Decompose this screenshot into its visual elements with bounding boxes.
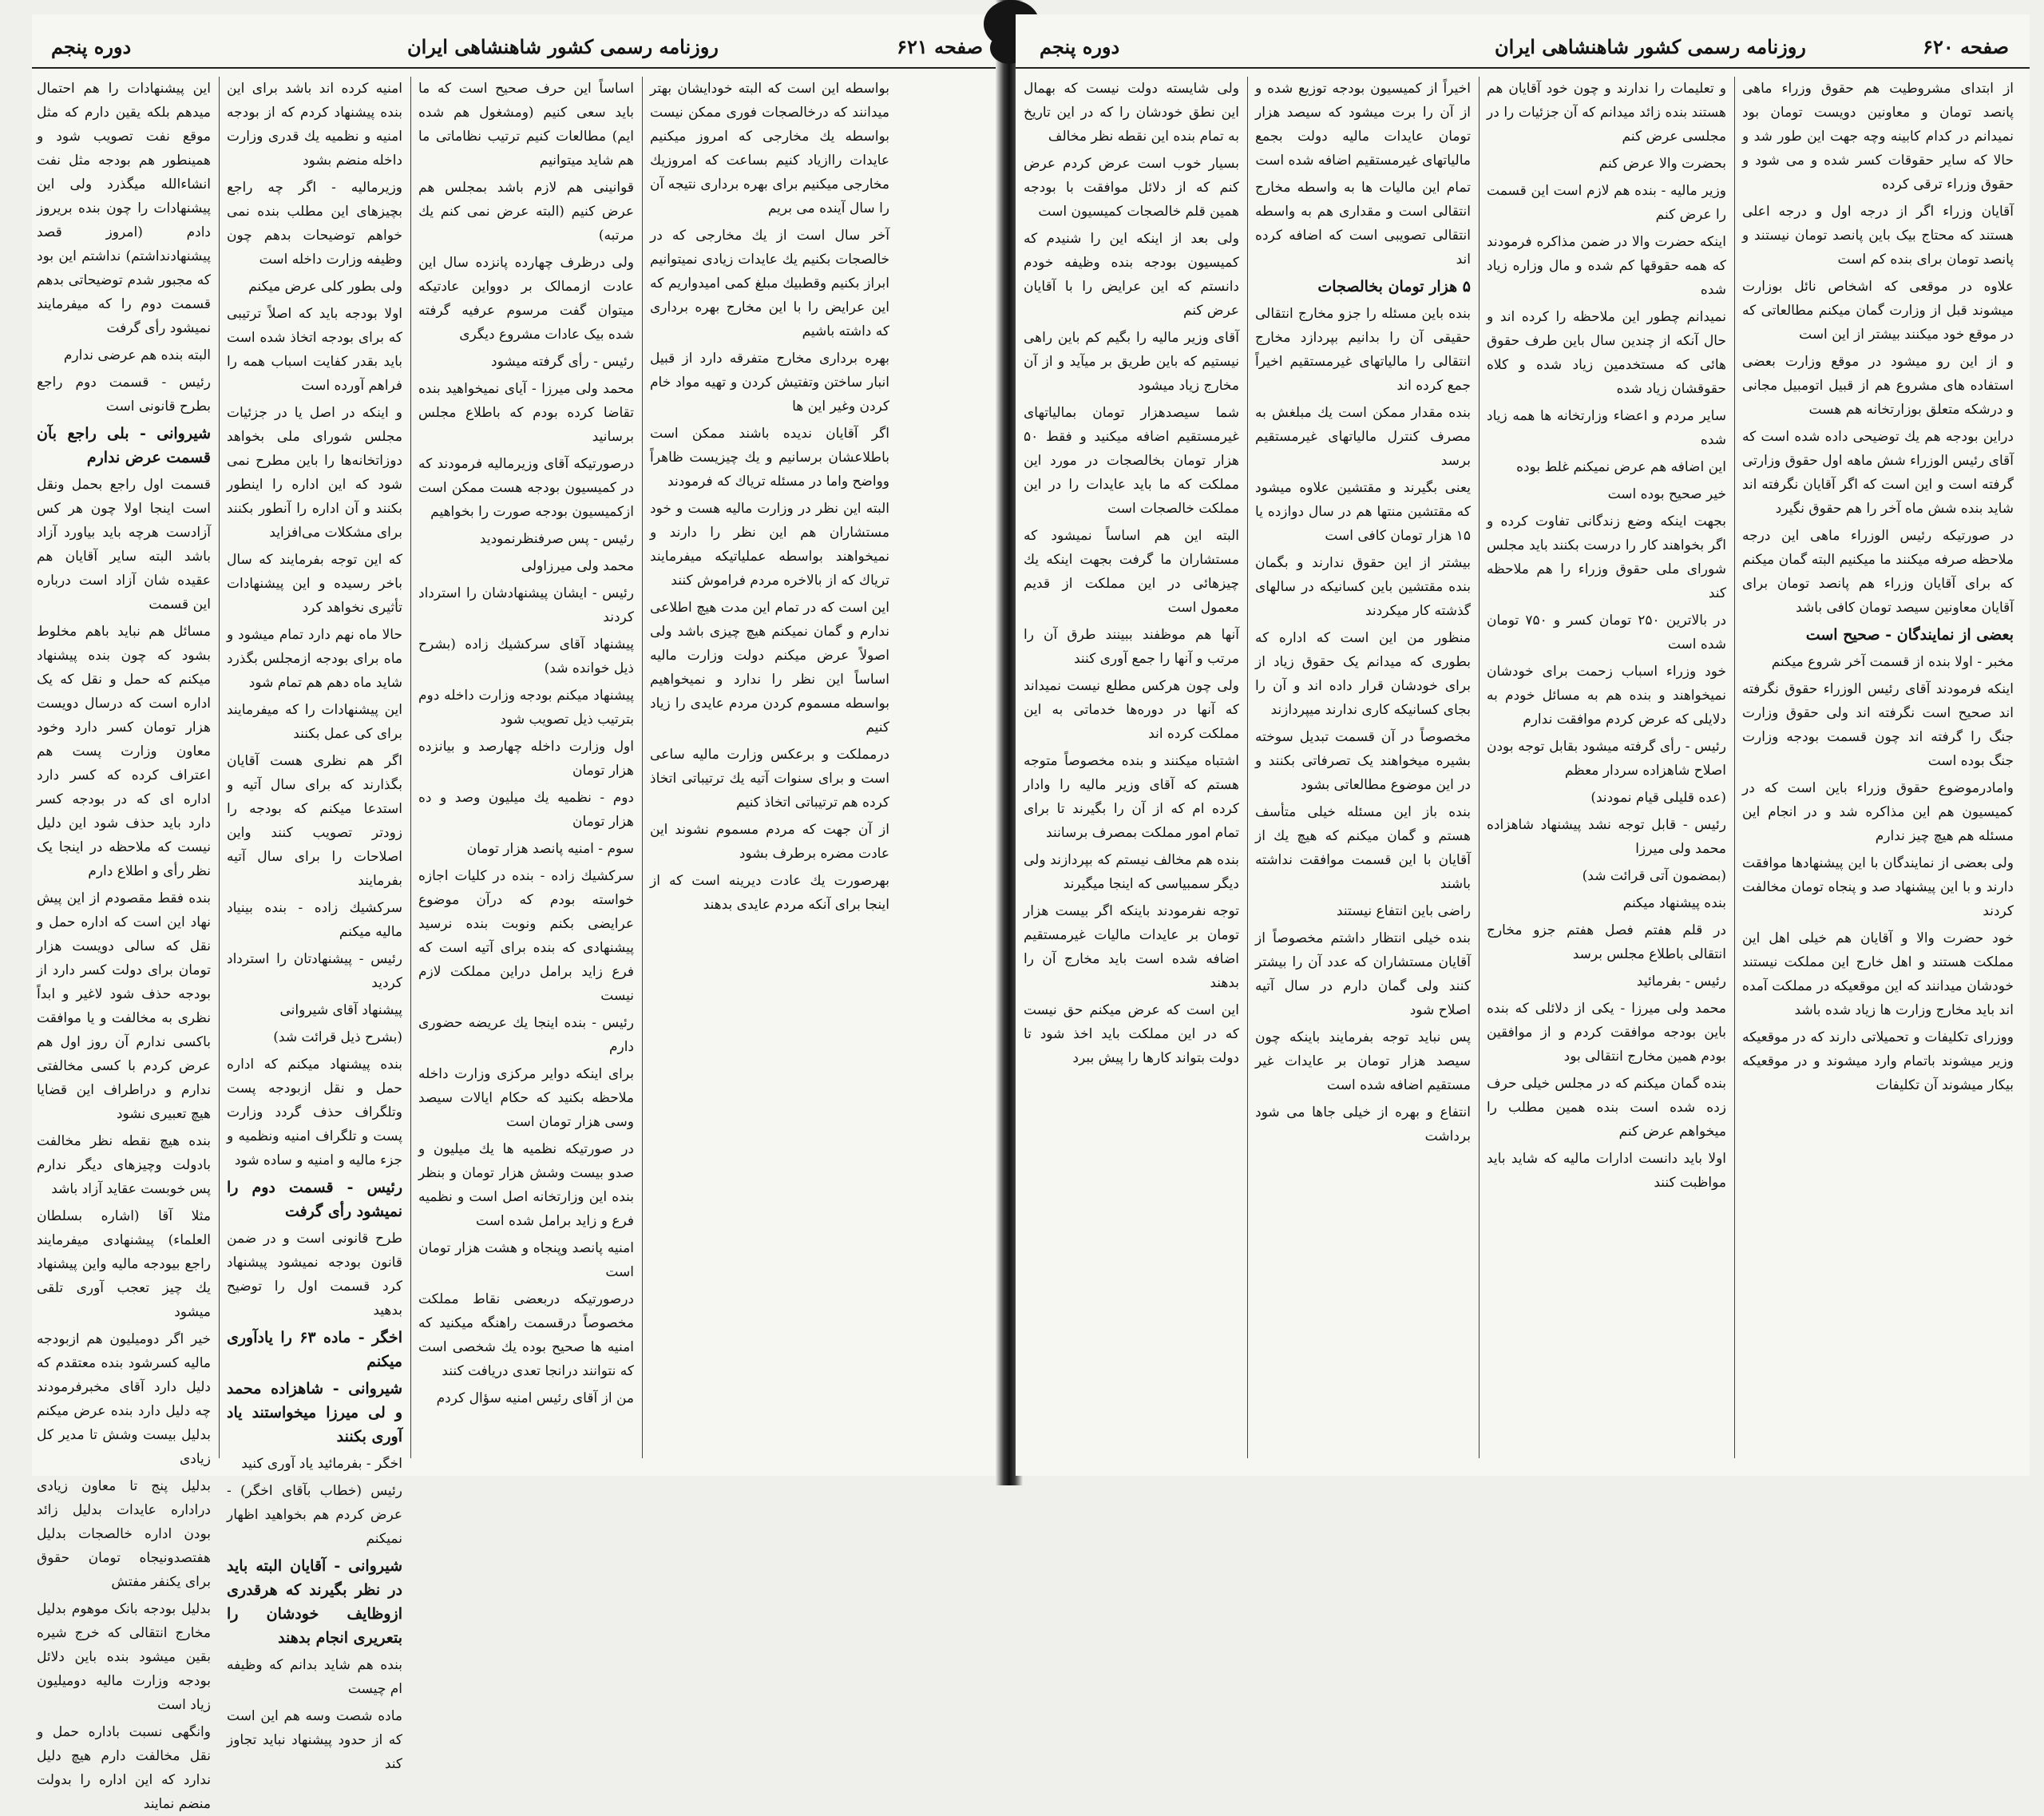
paragraph: برای اینکه دوایر مرکزی وزارت داخله ملاحظه بکنید که حکام ایالات سیصد وسی هزار تومان است: [418, 1066, 634, 1130]
paragraph: بنده هیچ نقطه نظر مخالفت بادولت وچیزهای دیگر ندارم پس خوبست عقاید آزاد باشد: [37, 1133, 211, 1197]
paragraph: بنده باین مسئله را جزو مخارج انتقالی حقیقی آن را بدانیم بپردازد مخارج انتقالی را مالیاتهای غیرمستقیم اخیراً جمع کرده اند: [1255, 306, 1471, 394]
paragraph: اخگر - بفرمائید یاد آوری کنید: [241, 1456, 402, 1472]
paragraph: این اضافه هم عرض نمیکنم غلط بوده: [1516, 459, 1726, 475]
speaker-line: شیروانی - آقایان البته باید در نظر بگیرند که هرقدری ازوظایف خودشان را بتعریری انجام بدهند: [227, 1557, 402, 1647]
paragraph: مسائل هم نباید باهم مخلوط بشود که چون بنده پیشنهاد میکنم که حمل و نقل که یک اداره است که درسال دویست هزار تومان کسر دارد وخود معاون وزارت پست هم اعتراف کرده که کسر دارد اداره ای که در بودجه کسر دارد باید حذف شود این دلیل نیست که ملاحظه در اینجا یک نظر رأی و اطلاع دارم: [37, 624, 211, 879]
speaker-line: شیروانی - شاهزاده محمد و لی میرزا میخواستند یاد آوری بکنند: [227, 1380, 402, 1445]
paragraph: بنده هم مخالف نیستم که بپردازند ولی دیگر سمبیاسی که اینجا میگیرند: [1024, 852, 1239, 892]
paragraph: ولی چون هرکس مطلع نیست نمیداند که آنها در دوره‌ها خدماتی به این مملکت کرده اند: [1024, 678, 1239, 742]
paragraph: خود حضرت والا و آقایان هم خیلی اهل این مملکت هستند و اهل خارج این مملکت نیستند خودشان میدانند که این موقعیکه در مملکت آمده اند باید مخارج وزارت ها زیاد شده باشد: [1742, 930, 2014, 1018]
speaker-line: شیروانی - بلی راجع بآن قسمت عرض ندارم: [37, 425, 211, 466]
paragraph: درمملکت و برعکس وزارت مالیه ساعی است و برای سنوات آتیه یك ترتیباتی اتخاذ کرده هم ترتیباتی اتخاذ کنیم: [650, 747, 889, 811]
paragraph: (عده قلیلی قیام نمودند): [1590, 790, 1726, 806]
paragraph: بنده خیلی انتظار داشتم مخصوصاً از آقایان مستشاران که عدد آن را بیشتر کنند ولی گمان دارم در سال آتیه اصلاح شود: [1255, 930, 1471, 1018]
paragraph: دراین بودجه هم یك توضیحی داده شده است که آقای رئیس الوزراء شش ماهه اول حقوق وزارتی گرفته است و این است که اگر آقایان نگرفته اند شاید بنده شش ماه آخر را هم حقوق نگیرد: [1742, 429, 2014, 517]
paragraph: سرکشیك زاده - بنده در کلیات اجازه خواسته بودم که درآن موضوع عرایضی بکنم ونوبت بنده نرسید پیشنهادی که بنده برای آتیه است که فرع زاید برامل دراین مملکت لازم نیست: [418, 868, 634, 1004]
paragraph: خیر اگر دومیلیون هم ازبودجه مالیه کسرشود بنده معتقدم که دلیل دارد آقای مخبرفرمودند چه دلیل دارد بنده عرض میکنم بدلیل بیست وشش تا مدیر کل زیادی: [37, 1331, 211, 1467]
paragraph: رئیس - بفرمائید: [1636, 973, 1726, 989]
paragraph: تمام این مالیات ها به واسطه مخارج انتقالی است و مقداری هم به واسطه انتقالی تصویبی است که اضافه کرده اند: [1255, 180, 1471, 268]
paragraph: اینکه حضرت والا در ضمن مذاکره فرمودند که همه حقوقها کم شده و مال وزاره زیاد شده: [1487, 234, 1726, 298]
column-5: [1024, 77, 1239, 1466]
paragraph: اولا بودجه باید که اصلاً ترتیبی که برای بودجه اتخاذ شده است باید بقدر کفایت اسباب همه را فراهم آورده است: [227, 306, 402, 394]
paragraph: و اینکه در اصل یا در جزئیات مجلس شورای ملی بخواهد دوزاتخانه‌ها را باین مطرح نمی شود که این اداره را اینطور بکنند و آن اداره را آنطور بکنند برای مشکلات می‌افزاید: [227, 405, 402, 541]
paragraph: دوم - نظمیه یك میلیون وصد و ده هزار تومان: [418, 790, 634, 830]
paragraph: بنده پیشنهاد میکنم که اداره حمل و نقل ازبودجه پست وتلگراف حذف گردد وزارت پست و تلگراف امنیه ونظمیه و جزء مالیه و امنیه و ساده شود: [227, 1057, 402, 1168]
paragraph: مثلا آقا (اشاره بسلطان العلماء) پیشنهادی میفرمایند راجع بیودجه مالیه واین پیشنهاد یك چیز تعجب آوری تلقی میشود: [37, 1208, 211, 1320]
paragraph: من از آقای رئیس امنیه سؤال کردم: [436, 1390, 634, 1406]
paragraph: اگر هم نظری هست آقایان بگذارند که برای سال آتیه و استدعا میکنم که بودجه را زودتر تصویب کنند واین اصلاحات را برای سال آتیه بفرمایند: [227, 753, 402, 889]
column-1: [37, 77, 211, 1812]
column-divider: [1247, 77, 1248, 1458]
paragraph: آنها هم موظفند ببینند طرق آن را مرتب و آنها را جمع آوری کنند: [1024, 627, 1239, 667]
paragraph: بدلیل پنج تا معاون زیادی دراداره عایدات بدلیل زائد بودن اداره خالصجات بدلیل هفتصدونیجاه تومان حقوق برای یکنفر مفتش: [37, 1478, 211, 1590]
paragraph: بنده پیشنهاد میکنم: [1622, 895, 1726, 911]
paragraph: این است که در تمام این مدت هیچ اطلاعی ندارم و گمان نمیکنم هیچ چیزی باشد ولی اصولاً عرض میکنم دولت وزارت مالیه اساساً این نظر را ندارد و نمیخواهیم بواسطه مسموم کردن مردم عایدی را زیاد کنیم: [650, 600, 889, 736]
paragraph: ولی بعد از اینکه این را شنیدم که کمیسیون بودجه بنده وظیفه خودم دانستم که این عرایض را با آقایان عرض کنم: [1024, 231, 1239, 319]
column-divider: [410, 77, 411, 1458]
speaker-line: رئیس - قسمت دوم را نمیشود رأی گرفت: [227, 1179, 402, 1220]
paragraph: رئیس - رأی گرفته میشود: [491, 354, 634, 370]
paragraph: بحضرت والا عرض کنم: [1598, 156, 1726, 172]
column-8: [1742, 77, 2014, 1466]
paragraph: بدلیل بودجه بانک موهوم بدلیل مخارج انتقالی که خرج شیره بقین میشود بنده باین دلائل بودجه وزارت مالیه دومیلیون زیاد است: [37, 1601, 211, 1713]
paragraph: قسمت اول راجع بحمل ونقل است اینجا اولا چون هر کس آزادست هرچه باید بیاورد آزاد باشد البته سایر آقایان هم عقیده شان آزاد است درباره این قسمت: [37, 477, 211, 613]
paragraph: رئیس - قسمت دوم راجع بطرح قانونی است: [37, 375, 211, 414]
left-page-header: [32, 26, 1002, 69]
paragraph: بنده باز این مسئله خیلی متأسف هستم و گمان میکنم که هیچ یك از آقایان با این قسمت موافقت نداشته باشند: [1255, 804, 1471, 892]
column-2: [227, 77, 402, 1772]
paragraph: آقایان وزراء اگر از درجه اول و درجه اعلی هستند که محتاج بیک باین پانصد تومان نیستند و پانصد تومان برای بنده کم است: [1742, 204, 2014, 268]
paragraph: در بالاترین ۲۵۰ تومان کسر و ۷۵۰ تومان شده است: [1487, 613, 1727, 652]
paragraph: اگر آقایان ندیده باشند ممکن است باطلاعشان برسانیم و یك چیزیست ظاهراً وواضح واما در مسئله تریاك که فرمودند: [650, 426, 889, 490]
paragraph: البته بنده هم عرضی ندارم: [63, 347, 211, 363]
column-divider: [1479, 77, 1480, 1458]
left-page: [32, 14, 1002, 1812]
paragraph: سایر مردم و اعضاء وزارتخانه ها همه زیاد شده: [1487, 408, 1726, 448]
paragraph: بهرصورت یك عادت دیرینه است که از اینجا برای آنکه مردم عایدی بدهند: [650, 873, 889, 913]
paragraph: اساساً این حرف صحیح است که ما باید سعی کنیم (ومشغول هم شده ایم) مطالعات کنیم ترتیب نظاماتی ما هم شاید میتوانیم: [418, 81, 634, 169]
column-7: [1487, 77, 1726, 1466]
subheading: بعضی از نمایندگان - صحیح است: [1805, 626, 2014, 644]
column-divider: [219, 77, 220, 1458]
paragraph: مخبر - اولا بنده از قسمت آخر شروع میکنم: [1771, 654, 2014, 670]
paragraph: رئیس - پیشنهادتان را استرداد کردید: [227, 951, 402, 991]
paragraph: رئیس - قابل توجه نشد پیشنهاد شاهزاده محمد ولی میرزا: [1487, 817, 1726, 857]
paragraph: نمیدانم چطور این ملاحظه را کرده اند و حال آنکه از چندین سال باین طرف حقوق هائی که مستخدمین زیاد شده و کلاه حقوقشان زیاد شده: [1487, 309, 1726, 397]
paragraph: (بشرح ذیل قرائت شد): [273, 1029, 402, 1045]
paragraph: یعنی بگیرند و مقتشین علاوه میشود که مقتشین منتها هم در سال دوازده یا ۱۵ هزار تومان کافی است: [1255, 480, 1471, 544]
paragraph: پیشنهاد آقای شیروانی: [279, 1002, 402, 1018]
page-number: صفحه ۶۲۱: [897, 35, 983, 58]
column-6: [1255, 77, 1471, 1466]
paragraph: رئیس - رأی گرفته میشود بقابل توجه بودن اصلاح شاهزاده سردار معظم: [1487, 739, 1726, 779]
paragraph: بنده هم شاید بدانم که وظیفه ام چیست: [227, 1657, 402, 1697]
paragraph: این پیشنهادات را که میفرمایند برای کی عمل بکنند: [227, 702, 402, 742]
paragraph: بنده فقط مقصودم از این پیش نهاد این است که اداره حمل و نقل که سالی دویست هزار تومان برای دولت کسر دارد از بودجه حذف شود لاغیر و ابداً نظری به مخالفت و یا موافقت باکسی ندارم آن روز اول هم عرض کردم با کسی مخالفتی ندارم و دراطراف این قضایا هیچ تعبیری نشود: [37, 890, 211, 1122]
paragraph: رئیس - ایشان پیشنهادشان را استرداد کردند: [418, 585, 634, 625]
paragraph: بنده گمان میکنم که در مجلس خیلی حرف زده شده است بنده همین مطلب را میخواهم عرض کنم: [1487, 1076, 1726, 1140]
speaker-line: اخگر - ماده ۶۳ را یادآوری میکنم: [227, 1329, 402, 1370]
paragraph: شما سیصدهزار تومان بمالیاتهای غیرمستقیم اضافه میکنید و فقط ۵۰ هزار تومان بخالصجات در مورد این مملکت که ما باید عایدات را در این مملکت خالصجات است: [1024, 405, 1239, 517]
paragraph: وانگهی نسبت باداره حمل و نقل مخالفت دارم هیچ دلیل ندارد که این اداره را بدولت منضم نمایند: [37, 1724, 211, 1812]
right-page-header: [1016, 26, 2030, 69]
paragraph: (بمضمون آتی قرائت شد): [1582, 868, 1726, 884]
paragraph: ماده شصت وسه هم این است که از حدود پیشنهاد نباید تجاوز کند: [227, 1708, 402, 1772]
page-number: صفحه ۶۲۰: [1923, 35, 2009, 58]
right-page: [1016, 14, 2030, 1476]
column-divider: [1734, 77, 1735, 1458]
paragraph: پیشنهاد آقای سرکشیك زاده (بشرح ذیل خوانده شد): [418, 636, 634, 676]
paragraph: بجهت اینکه وضع زندگانی تفاوت کرده و اگر بخواهند کار را درست بکنند باید مجلس شورای ملی حقوق وزراء را هم ملاحظه کند: [1487, 513, 1726, 601]
paragraph: البته این هم اساساً نمیشود که مستشاران ما گرفت بجهت اینکه یك چیزهائی در این مملکت از قدیم معمول است: [1024, 528, 1239, 616]
paragraph: قوانینی هم لازم باشد بمجلس هم عرض کنیم (البته عرض نمی کنم یك مرتبه): [418, 180, 634, 244]
paragraph: خود وزراء اسباب زحمت برای خودشان نمیخواهند و بنده هم به مسائل خودم به دلایلی که عرض کردم موافقت ندارم: [1487, 664, 1726, 728]
paragraph: اول وزارت داخله چهارصد و بیانزده هزار تومان: [418, 739, 634, 779]
paragraph: توجه نفرمودند باینکه اگر بیست هزار تومان بر عایدات مالیات غیرمستقیم اضافه شده است باید مخارج آن را بدهند: [1024, 903, 1239, 991]
paragraph: درصورتیکه دربعضی نقاط مملکت مخصوصاً درقسمت راهنگه میکنید که امنیه ها صحیح بوده یك شخصی است که نتوانند درانجا تعدی دریافت کنند: [418, 1291, 634, 1379]
paragraph: این پیشنهادات را هم احتمال میدهم بلکه یقین دارم که مثل موقع نفت تصویب شود و همینطور هم بودجه مثل نفت انشاءالله میگذرد ولی این پیشنهادات را چون بنده بریروز دادم (امروز قصد پیشنهادنداشتم) نداشتم این بود که مجبور شدم توضیحاتی بدهم قسمت دوم را که میفرمایند نمیشود رأی گرفت: [37, 81, 211, 336]
paragraph: رئیس (خطاب بآقای اخگر) - عرض کردم هم بخواهید اظهار نمیکنم: [227, 1483, 402, 1547]
paragraph: از آن جهت که مردم مسموم نشوند این عادت مضره برطرف بشود: [650, 822, 889, 862]
paragraph: در قلم هفتم فصل هفتم جزو مخارج انتقالی باطلاع مجلس برسد: [1487, 922, 1726, 962]
paragraph: اشتباه میکنند و بنده مخصوصاً متوجه هستم که آقای وزیر مالیه را وادار کرده ام که از آن را بگیرند تا برای تمام امور مملکت بمصرف برسانند: [1024, 753, 1239, 841]
column-3: [418, 77, 634, 1466]
paragraph: انتفاع و بهره از خیلی جاها می شود برداشت: [1255, 1104, 1471, 1144]
edition-label: دوره پنجم: [1040, 35, 1120, 58]
gazette-title: روزنامه رسمی کشور شاهنشاهی ایران: [1495, 35, 1806, 58]
paragraph: بواسطه این است که البته خودایشان بهتر میدانند که درخالصجات فوری ممکن نیست بواسطه یك مخارجی که امروز میکنیم عایدات راازیاد کنیم بساعت که امروزیك مخارجی میکنیم برای بهره برداری نتیجه آن را سال آینده می بریم: [650, 81, 889, 216]
paragraph: اینکه فرمودند آقای رئیس الوزراء حقوق نگرفته اند صحیح است نگرفته اند ولی حقوق وزارت جنگ را گرفته اند چون قسمت بودجه وزارت جنگ بوده است: [1742, 681, 2014, 769]
paragraph: درصورتیکه آقای وزیرمالیه فرمودند که در کمیسیون بودجه هست ممکن است ازکمیسیون بودجه صورت را بخواهیم: [418, 456, 634, 520]
column-divider: [642, 77, 643, 1458]
paragraph: راضی باین انتفاع نیستند: [1336, 903, 1471, 919]
paragraph: وزیرمالیه - اگر چه راجع بچیزهای این مطلب بنده نمی خواهم توضیحات بدهم چون وظیفه وزارت داخله است: [227, 180, 402, 268]
paragraph: رئیس - بنده اینجا یك عریضه حضوری دارم: [418, 1015, 634, 1055]
paragraph: حالا ماه نهم دارد تمام میشود و ماه برای بودجه ازمجلس بگذرد شاید ماه دهم هم تمام شود: [227, 627, 402, 691]
paragraph: سرکشیك زاده - بنده بینیاد مالیه میکنم: [227, 900, 402, 940]
paragraph: ولی بطور کلی عرض میکنم: [248, 279, 402, 295]
paragraph: و از این رو میشود در موقع وزارت بعضی استفاده های مشروع هم از قبیل اتومبیل مجانی و درشکه متعلق بوزارتخانه هم هست: [1742, 354, 2014, 418]
paragraph: محمد ولی میرزاولی: [521, 558, 634, 574]
edition-label: دوره پنجم: [51, 35, 132, 58]
paragraph: طرح قانونی است و در ضمن قانون بودجه نمیشود پیشنهاد کرد قسمت اول را توضیح بدهید: [227, 1231, 402, 1318]
paragraph: محمد ولی میرزا - آیای نمیخواهید بنده تقاضا کرده بودم که باطلاع مجلس برسانید: [418, 381, 634, 445]
gazette-title: روزنامه رسمی کشور شاهنشاهی ایران: [407, 35, 719, 58]
paragraph: پیشنهاد میکنم بودجه وزارت داخله دوم بترتیب ذیل تصویب شود: [418, 688, 634, 728]
paragraph: بهره برداری مخارج متفرقه دارد از قبیل انبار ساختن وتفتیش کردن و تهیه مواد خام کردن وغیر این ها: [650, 351, 889, 414]
paragraph: از ابتدای مشروطیت هم حقوق وزراء ماهی پانصد تومان و معاونین دویست تومان بود نمیدانم در کدام کابینه وچه جهت این طور شد و حالا که سایر حقوقات کسر شده و می شود و حقوق وزراء ترقی کرده: [1742, 81, 2014, 192]
paragraph: سوم - امنیه پانصد هزار تومان: [466, 841, 634, 857]
paragraph: امنیه کرده اند باشد برای این بنده پیشنهاد کردم که از بودجه امنیه و نظمیه یك قدری وزارت داخله منضم بشود: [227, 81, 402, 169]
paragraph: بیشتر از این حقوق ندارند و بگمان بنده مقتشین باین کسانیکه در سالهای گذشته کار میکردند: [1255, 555, 1471, 619]
paragraph: بنده مقدار ممکن است یك مبلغش به مصرف کنترل مالیاتهای غیرمستقیم برسد: [1255, 405, 1471, 469]
paragraph: ولی شایسته دولت نیست که بهمال این نطق خودشان را که در این تاریخ به تمام بنده این نقطه نظر مخالف: [1024, 81, 1239, 145]
paragraph: اولا باید دانست ادارات مالیه که شاید باید مواظبت کنند: [1487, 1151, 1726, 1191]
paragraph: محمد ولی میرزا - یکی از دلائلی که بنده باین بودجه موافقت کردم و از موافقین بودم همین مخارج انتقالی بود: [1487, 1001, 1726, 1065]
paragraph: آقای وزیر مالیه را بگیم کم باین راهی نیستیم که باین طریق بر میآید و از آن مخارج زیاد میشود: [1024, 330, 1239, 394]
subheading: ۵ هزار تومان بخالصجات: [1317, 278, 1471, 295]
paragraph: رئیس - پس صرفنظرنمودید: [479, 531, 634, 547]
paragraph: بسیار خوب است عرض کردم عرض کنم که از دلائل موافقت با بودجه همین قلم خالصجات کمیسیون است: [1024, 156, 1239, 220]
paragraph: ولی بعضی از نمایندگان با این پیشنهادها موافقت دارند و با این پیشنهاد صد و پنجاه تومان مخالفت کردند: [1742, 855, 2014, 919]
paragraph: البته این نظر در وزارت مالیه هست و خود مستشاران هم این نظر را دارند و نمیخواهند بواسطه عملیاتیکه میفرمایند تریاك که از بالاخره مردم فراموش کنند: [650, 501, 889, 589]
paragraph: اخیراً از کمیسیون بودجه توزیع شده و از آن را برت میشود که سیصد هزار تومان عایدات مالیه دولت بجمع مالیاتهای غیرمستقیم اضافه شده است: [1255, 81, 1471, 169]
paragraph: و تعلیمات را ندارند و چون خود آقایان هم هستند بنده زائد میدانم که آن جزئیات را در مجلسی عرض کنم: [1487, 81, 1726, 145]
paragraph: وزیر مالیه - بنده هم لازم است این قسمت را عرض کنم: [1487, 183, 1726, 223]
paragraph: در صورتیکه رئیس الوزراء ماهی این درجه ملاحظه صرفه میکنند ما میکنیم البته گمان میکنم که برای آقایان وزراء هم پانصد تومان برای آقایان معاونین سیصد تومان کافی باشد: [1742, 528, 2014, 616]
paragraph: علاوه در موقعی که اشخاص نائل بوزارت میشوند قبل از وزارت گمان میکنم مطالعاتی که در موقع خود میکنند بیشتر از این است: [1742, 279, 2014, 343]
paragraph: آخر سال است از یك مخارجی که در خالصجات بکنیم یك عایدات زیادی نمیتوانیم ابراز بکنیم وقطبیك مبلغ کمی امیدواریم که این عرایض را با این مخارج بهره برداری که داشته باشیم: [650, 228, 889, 339]
paragraph: وامادرموضوع حقوق وزراء باین است که در کمیسیون هم این مذاکره شد و در انجام این مسئله هم هیچ چیز ندارم: [1742, 780, 2014, 844]
paragraph: که این توجه بفرمایند که سال باخر رسیده و این پیشنهادات تأثیری نخواهد کرد: [227, 552, 402, 616]
paragraph: خیر صحیح بوده است: [1607, 486, 1726, 502]
paragraph: مخصوصاً در آن قسمت تبدیل سوخته بشیره میخواهند یک تصرفاتی بکنند و در این موضوع مطالعاتی بشود: [1255, 729, 1471, 793]
paragraph: پس نباید توجه بفرمایند باینکه چون سیصد هزار تومان بر عایدات غیر مستقیم اضافه شده است: [1255, 1029, 1471, 1093]
paragraph: این است که عرض میکنم حق نیست که در این مملکت باید اخذ شود تا دولت بتواند کارها را پیش ببرد: [1024, 1002, 1239, 1066]
paragraph: ووزرای تکلیفات و تحمیلاتی دارند که در موقعیکه وزیر میشوند باتمام وارد میشوند و در موقعیکه بیکار میشوند آن تکلیفات: [1742, 1029, 2014, 1093]
paragraph: ولی درظرف چهارده پانزده سال این عادت ازممالک بر دوواین عادتیکه میتوان گفت مرسوم عرفیه گرفته شده بیک عادات مشروع دیگری: [418, 255, 634, 343]
column-4: [650, 77, 889, 1466]
paragraph: امنیه پانصد وپنجاه و هشت هزار تومان است: [418, 1240, 634, 1280]
paragraph: منظور من این است که اداره که بطوری که میدانم یک حقوق زیاد از برای خودشان قرار داده اند و آن را بجای کسانیکه کاری ندارند میپردازند: [1255, 630, 1471, 718]
paragraph: در صورتیکه نظمیه ها یك میلیون و صدو بیست وشش هزار تومان و بنظر بنده این وزارتخانه اصل است و نظمیه فرع و زاید برامل شده است: [418, 1141, 634, 1229]
